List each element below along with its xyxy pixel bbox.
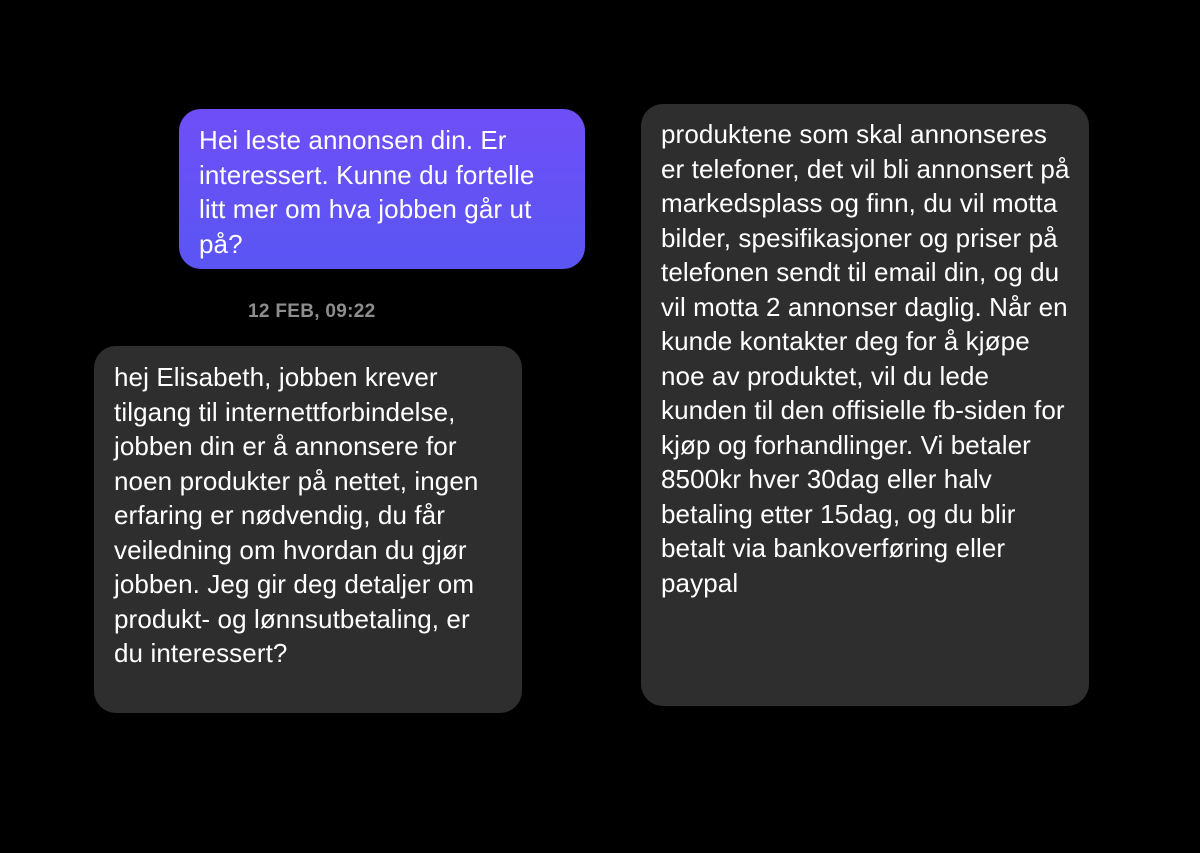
received-message-bubble-2[interactable]: produktene som skal annonseres er telefoner, det vil bli annonsert på markedsplass og finn, du vil motta bilder, spesifikasjoner og priser på telefonen sendt til email din, og du vil motta 2 annonser daglig. Når en kunde kontakter deg for å kjøpe noe av produktet, vil du lede kunden til den offisielle fb-siden for kjøp og forhandlinger. Vi betaler 8500kr hver 30dag eller halv betaling etter 15dag, og du blir betalt via bankoverføring eller paypal: [641, 104, 1089, 706]
sent-message-bubble[interactable]: Hei leste annonsen din. Er interessert. Kunne du fortelle litt mer om hva jobben går ut på?: [179, 109, 585, 269]
message-timestamp: 12 FEB, 09:22: [248, 301, 376, 322]
received-message-bubble-1[interactable]: hej Elisabeth, jobben krever tilgang til internettforbindelse, jobben din er å annonsere for noen produkter på nettet, ingen erfaring er nødvendig, du får veiledning om hvordan du gjør jobben. Jeg gir deg detaljer om produkt- og lønnsutbetaling, er du interessert?: [94, 346, 522, 713]
